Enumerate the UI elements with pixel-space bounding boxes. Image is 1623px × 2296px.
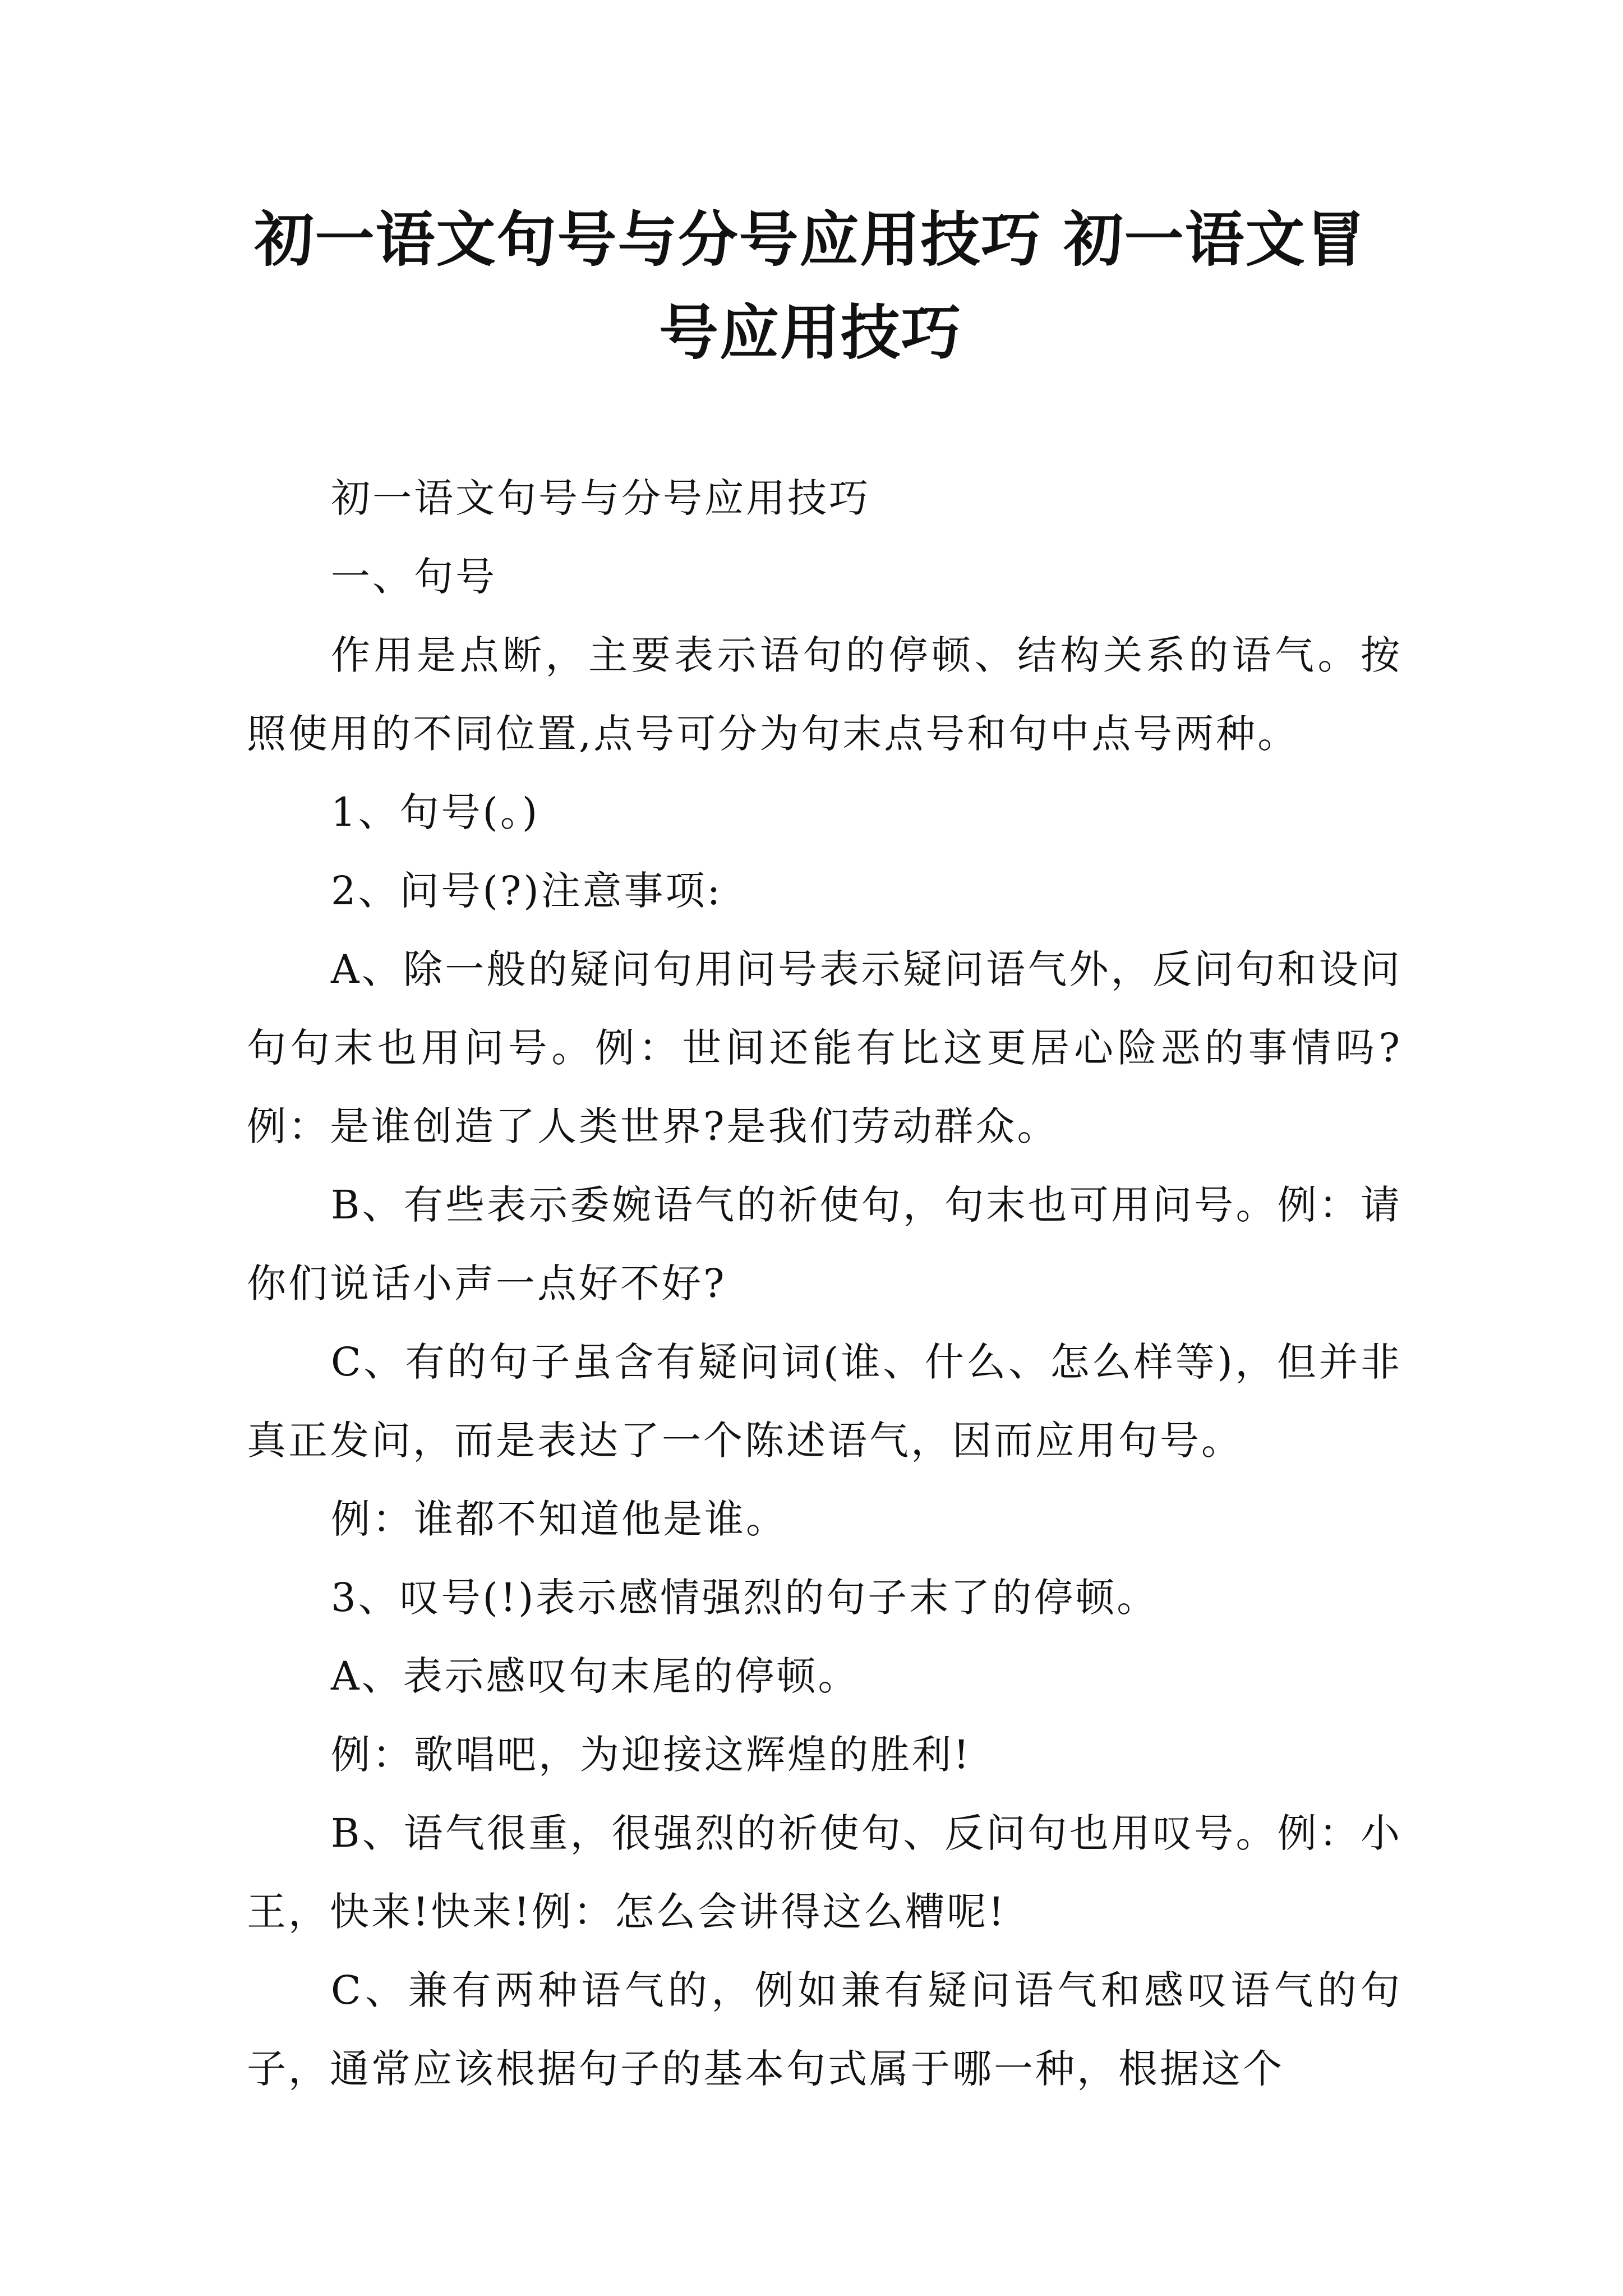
paragraph-heading: 初一语文句号与分号应用技巧 (331, 475, 870, 521)
paragraph-exclaim-example: 例：歌唱吧，为迎接这辉煌的胜利! (331, 1732, 972, 1778)
paragraph-exclaim-c: C、兼有两种语气的，例如兼有疑问语气和感叹语气的句子，通常应该根据句子的基本句式属于哪一种，根据这个 (247, 1967, 1402, 2092)
paragraph-example: 例：谁都不知道他是谁。 (331, 1496, 787, 1542)
paragraph-exclamation: 3、叹号(!)表示感情强烈的句子末了的停顿。 (331, 1575, 1159, 1621)
title-line-1: 初一语文句号与分号应用技巧 初一语文冒 (254, 205, 1367, 274)
paragraph-exclaim-b: B、语气很重，很强烈的祈使句、反问句也用叹号。例：小王，快来!快来!例：怎么会讲得这么糟呢! (247, 1810, 1402, 1935)
paragraph-question-mark: 2、问号(?)注意事项: (331, 868, 723, 914)
paragraph-period: 1、句号(。) (331, 789, 540, 835)
paragraph-note-b: B、有些表示委婉语气的祈使句，句末也可用问号。例：请你们说话小声一点好不好? (247, 1182, 1402, 1306)
paragraph-note-a: A、除一般的疑问句用问号表示疑问语气外，反问句和设问句句末也用问号。例：世间还能有比这更居心险恶的事情吗?例：是谁创造了人类世界?是我们劳动群众。 (247, 946, 1402, 1149)
document-title (202, 194, 1419, 380)
title-line-2: 号应用技巧 (659, 298, 962, 367)
document-body (247, 459, 1402, 2108)
paragraph-function: 作用是点断，主要表示语句的停顿、结构关系的语气。按照使用的不同位置,点号可分为句末点号和句中点号两种。 (247, 632, 1402, 757)
paragraph-exclaim-a: A、表示感叹句末尾的停顿。 (331, 1653, 860, 1699)
paragraph-section-1: 一、句号 (331, 554, 497, 600)
paragraph-note-c: C、有的句子虽含有疑问词(谁、什么、怎么样等)，但并非真正发问，而是表达了一个陈述语气，因而应用句号。 (247, 1339, 1402, 1464)
